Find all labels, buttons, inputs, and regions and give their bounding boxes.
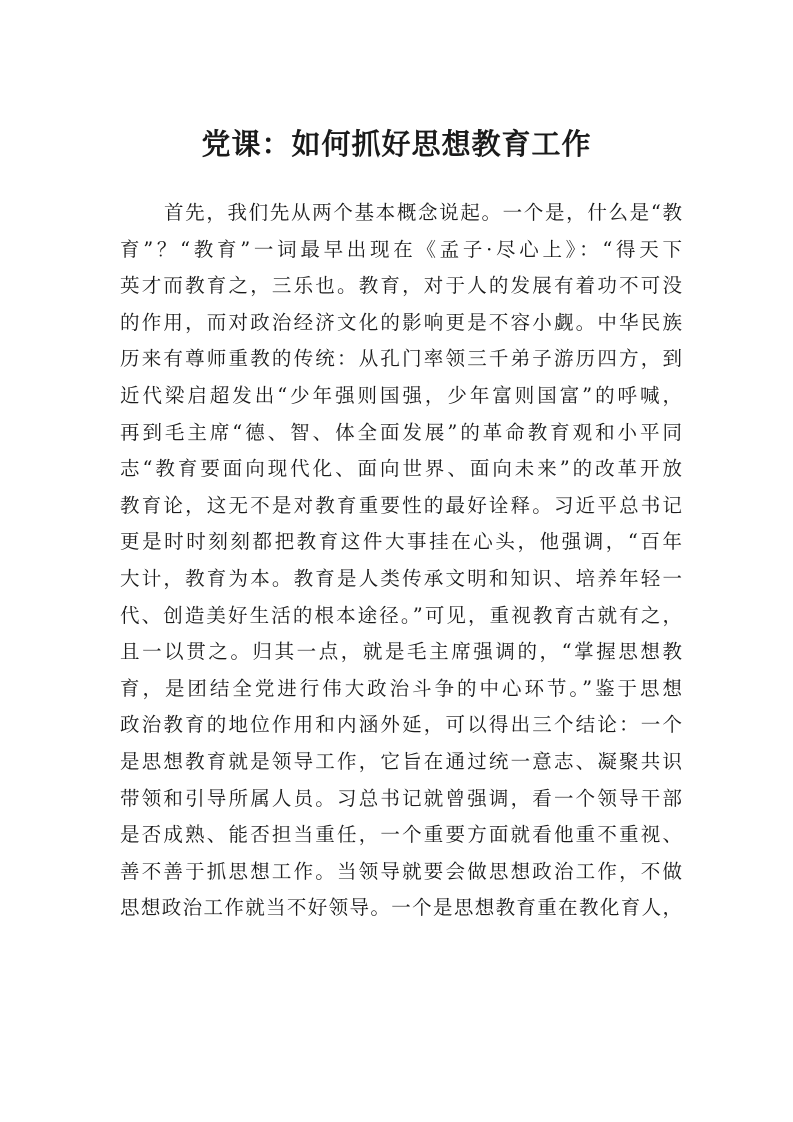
body-paragraph (120, 195, 682, 927)
paragraph-line: 近代梁启超发出“少年强则国强，少年富则国富”的呼喊， (120, 383, 682, 407)
paragraph-line: 善不善于抓思想工作。当领导就要会做思想政治工作，不做 (120, 859, 682, 883)
paragraph-line: 是否成熟、能否担当重任，一个重要方面就看他重不重视、 (120, 823, 682, 847)
paragraph-line: 大计，教育为本。教育是人类传承文明和知识、培养年轻一 (120, 566, 682, 590)
paragraph-line: 代、创造美好生活的根本途径。”可见，重视教育古就有之， (120, 603, 682, 627)
document-title: 党课：如何抓好思想教育工作 (201, 127, 592, 161)
paragraph-line: 是思想教育就是领导工作，它旨在通过统一意志、凝聚共识 (120, 749, 682, 773)
paragraph-line: 历来有尊师重教的传统：从孔门率领三千弟子游历四方，到 (120, 347, 682, 371)
paragraph-line: 政治教育的地位作用和内涵外延，可以得出三个结论：一个 (120, 713, 682, 737)
paragraph-line: 带领和引导所属人员。习总书记就曾强调，看一个领导干部 (120, 786, 682, 810)
paragraph-line: 英才而教育之，三乐也。教育，对于人的发展有着功不可没 (120, 274, 682, 298)
paragraph-line: 思想政治工作就当不好领导。一个是思想教育重在教化育人， (120, 896, 682, 920)
paragraph-line: 首先，我们先从两个基本概念说起。一个是，什么是“教 (164, 201, 682, 224)
paragraph-line: 教育论，这无不是对教育重要性的最好诠释。习近平总书记 (120, 493, 682, 517)
paragraph-line: 志“教育要面向现代化、面向世界、面向未来”的改革开放 (120, 457, 682, 481)
paragraph-line: 再到毛主席“德、智、体全面发展”的革命教育观和小平同 (120, 420, 682, 444)
paragraph-line: 更是时时刻刻都把教育这件大事挂在心头，他强调，“百年 (120, 530, 682, 554)
paragraph-line: 的作用，而对政治经济文化的影响更是不容小觑。中华民族 (120, 310, 682, 334)
paragraph-line: 育”？“教育”一词最早出现在《孟子·尽心上》：“得天下 (120, 237, 682, 261)
paragraph-line: 且一以贯之。归其一点，就是毛主席强调的，“掌握思想教 (120, 640, 682, 664)
paragraph-line: 育，是团结全党进行伟大政治斗争的中心环节。”鉴于思想 (120, 676, 682, 700)
